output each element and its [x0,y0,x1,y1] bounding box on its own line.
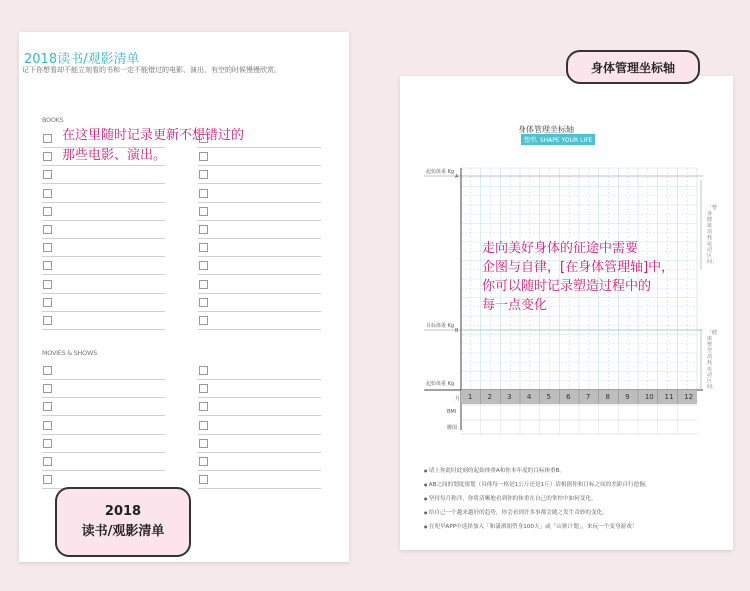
point-b-label: B [455,328,459,334]
month-label: 8 [605,393,610,401]
bmi-label: BMI [447,409,457,415]
bullet-5: ● 在咫早APP中选择加入「和潇洒姐塑身100天」或「山寨计划」，来玩一个变身游戏！ [424,522,637,530]
handwritten-chart-line1: 走向美好身体的征途中需要 [482,241,639,256]
month-label: 4 [526,393,532,401]
waist-label: 腰围 [447,425,458,431]
month-label: 9 [625,393,630,401]
reading-list-pill-title: 读书/观影清单 [81,524,165,539]
reading-list-title: 2018读书/观影清单 [24,52,140,67]
month-label: 12 [684,393,694,401]
bullet-3: ● 坚持每月称洋，你将清晰地看到你的体重在自己的掌控中如何变化。 [424,494,597,502]
bullet-2: ● AB之间的划度规划（具体每一格是1公斤还是1斤）请根据你和目标之间的差距自行挖掘。 [424,480,651,488]
month-label: 3 [507,393,512,401]
handwritten-note-line2: 那些电影、演出。 [62,148,167,163]
bullet-1: ● 请上你此时此刻的起始体重A和你本年度的目标体重B。 [424,466,565,474]
bullet-4: ● 给自己一个越来越好的趋势，你会看到许多事都会随之发生奇妙的变化。 [424,508,608,516]
month-label: 10 [644,393,654,401]
month-label: 5 [546,393,551,401]
side-label-1: 「整身健康消耗运动区间」 [707,205,718,265]
month-label: 2 [487,393,492,401]
body-chart-caption-pill: 身体管理坐标轴 [566,50,700,84]
reading-list-subtitle: 记下你想看却不能立刻看的书和一定不能错过的电影、演出，有空的时候慢慢欣赏。 [22,66,281,74]
body-chart-title: 身体管理坐标轴 [518,125,574,134]
movies-section-label: MOVIES & SHOWS [42,349,97,357]
target-weight-label: 目标体重 Kg [426,323,455,329]
reading-list-caption-pill [55,487,191,557]
body-chart-badge: 塑型, SHAPE YOUR LIFE [521,134,595,145]
handwritten-chart-line3: 你可以随时记录塑造过程中的 [482,279,652,294]
month-axis-label: 月 [455,396,461,402]
month-label: 11 [664,393,674,401]
handwritten-chart-line4: 每一点变化 [482,298,548,313]
current-weight-label: 起始体重 Kg [426,381,455,387]
point-a-label: A [455,174,459,180]
handwritten-chart-line2: 企图与自律，[在身体管理轴]中， [482,260,675,275]
month-label: 1 [467,393,473,401]
month-label: 6 [566,393,571,401]
month-label: 7 [585,393,591,401]
handwritten-note-line1: 在这里随时记录更新不想错过的 [62,128,245,143]
start-weight-label: 起始体重 Kg [426,169,455,175]
side-label-2: 「健康塑型消耗运动区间」 [707,330,718,390]
reading-list-pill-year: 2018 [104,504,142,519]
books-section-label: BOOKS [42,116,64,124]
